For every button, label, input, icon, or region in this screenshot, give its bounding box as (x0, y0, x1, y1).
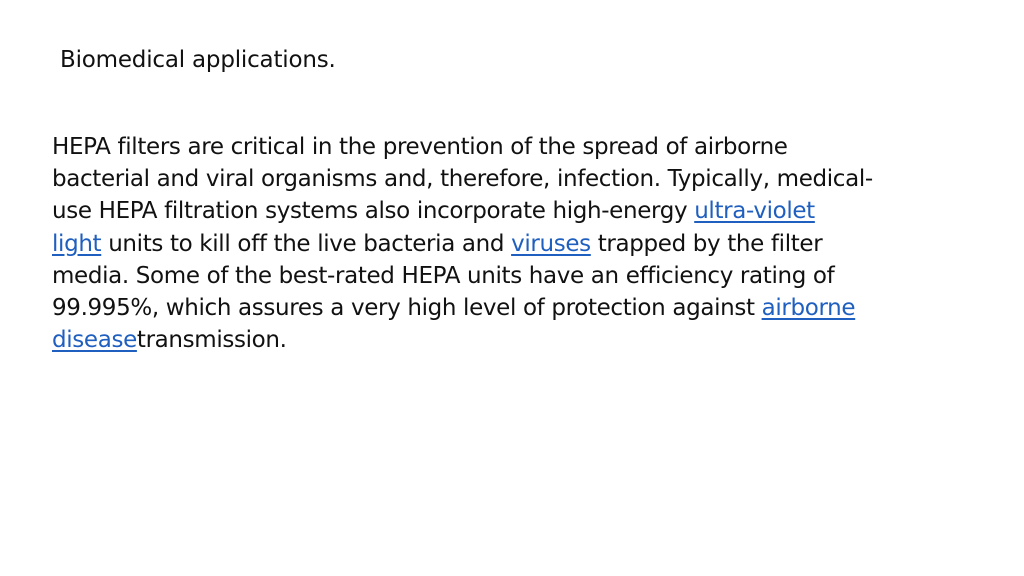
paragraph-text: 99.995%, which assures a very high level of protection against (52, 295, 762, 322)
slide-heading: Biomedical applications. (60, 47, 336, 73)
paragraph-text: media. Some of the best-rated HEPA units have an efficiency rating of (52, 262, 835, 289)
airborne-disease-link[interactable]: disease (52, 327, 137, 354)
airborne-disease-link[interactable]: airborne (761, 295, 856, 322)
ultra-violet-light-link[interactable]: light (52, 230, 102, 257)
ultra-violet-light-link[interactable]: ultra-violet (694, 198, 815, 225)
paragraph-text: trapped by the filter (590, 230, 823, 257)
paragraph-text: HEPA filters are critical in the prevention of the spread of airborne (52, 134, 788, 160)
paragraph-text: transmission. (136, 327, 287, 354)
paragraph-text: bacterial and viral organisms and, therefore, infection. Typically, medical- (52, 166, 873, 193)
body-paragraph (52, 131, 952, 356)
paragraph-text: use HEPA filtration systems also incorporate high-energy (52, 198, 695, 225)
viruses-link[interactable]: viruses (511, 230, 591, 257)
paragraph-text: units to kill off the live bacteria and (101, 230, 512, 257)
